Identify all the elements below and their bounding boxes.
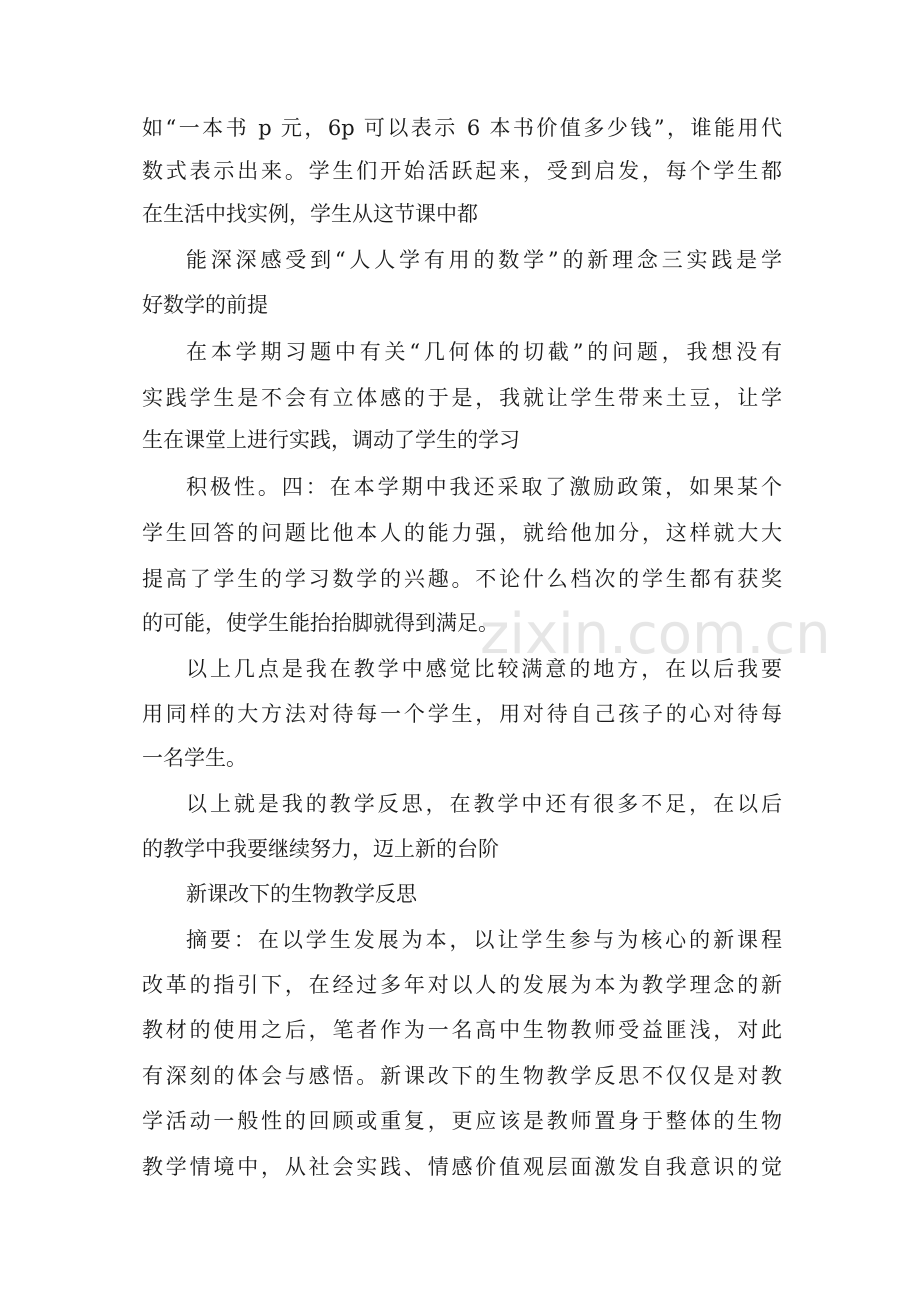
body-text-line: 在本学期习题中有关“几何体的切截”的问题，我想没有 <box>186 340 782 364</box>
body-text-line: 教材的使用之后，笔者作为一名高中生物教师受益匪浅，对此 <box>142 1018 782 1042</box>
body-text-line: 实践学生是不会有立体感的于是，我就让学生带来土豆，让学 <box>142 386 782 410</box>
body-text-line: 数式表示出来。学生们开始活跃起来，受到启发，每个学生都 <box>142 159 782 183</box>
body-text-line: 生在课堂上进行实践，调动了学生的学习 <box>142 428 520 452</box>
body-text-line: 学生回答的问题比他本人的能力强，就给他加分，这样就大大 <box>142 521 782 545</box>
body-text-line: 改革的指引下，在经过多年对以人的发展为本为教学理念的新 <box>142 973 782 997</box>
body-text-line: 有深刻的体会与感悟。新课改下的生物教学反思不仅仅是对教 <box>142 1064 782 1088</box>
body-text-line: 能深深感受到“人人学有用的数学”的新理念三实践是学 <box>186 248 782 272</box>
body-text-line: 以上几点是我在教学中感觉比较满意的地方，在以后我要 <box>186 657 782 681</box>
body-text-line: 学活动一般性的回顾或重复，更应该是教师置身于整体的生物 <box>142 1109 782 1133</box>
body-text-line: 一名学生。 <box>142 746 247 770</box>
body-text-line: 用同样的大方法对待每一个学生，用对待自己孩子的心对待每 <box>142 702 782 726</box>
body-text-line: 在生活中找实例，学生从这节课中都 <box>142 202 478 226</box>
body-text-line: 积极性。四：在本学期中我还采取了激励政策，如果某个 <box>186 475 782 499</box>
body-text-line: 摘要：在以学生发展为本，以让学生参与为核心的新课程 <box>186 928 782 952</box>
body-text-line: 好数学的前提 <box>142 293 268 317</box>
body-text-line: 以上就是我的教学反思，在教学中还有很多不足，在以后 <box>186 792 782 816</box>
body-text-line: 教学情境中，从社会实践、情感价值观层面激发自我意识的觉 <box>142 1155 782 1179</box>
section-heading: 新课改下的生物教学反思 <box>186 882 417 906</box>
body-text-line: 的教学中我要继续努力，迈上新的台阶 <box>142 837 499 861</box>
body-text-line: 的可能，使学生能抬抬脚就得到满足。 <box>142 611 499 635</box>
body-text-line: 如“一本书 p 元，6p 可以表示 6 本书价值多少钱”，谁能用代 <box>142 116 782 140</box>
body-text-line: 提高了学生的学习数学的兴趣。不论什么档次的学生都有获奖 <box>142 567 782 591</box>
watermark: zixin.com.cn <box>480 602 831 667</box>
